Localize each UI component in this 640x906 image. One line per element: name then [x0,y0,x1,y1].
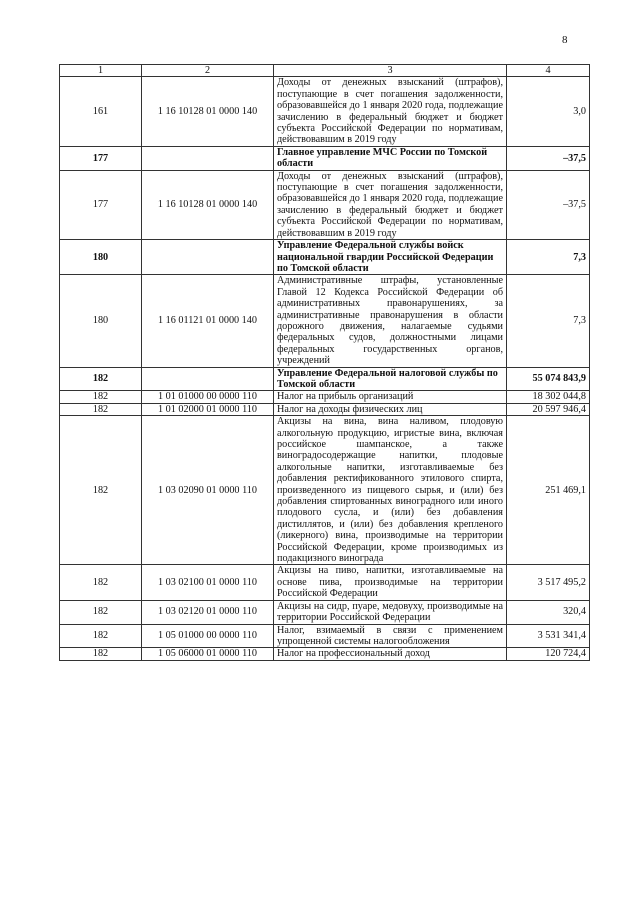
kbk-code-cell: 1 01 02000 01 0000 110 [142,403,274,415]
kbk-code-cell [142,367,274,391]
kbk-code-cell: 1 16 01121 01 0000 140 [142,275,274,367]
revenue-name-cell: Налог, взимаемый в связи с применением упрощенной системы налогообложения [274,624,507,648]
revenue-name-cell: Акцизы на сидр, пуаре, медовуху, производимые на территории Российской Федерации [274,600,507,624]
revenue-name-cell: Налог на профессиональный доход [274,648,507,660]
kbk-code-cell: 1 05 01000 00 0000 110 [142,624,274,648]
kbk-code-cell [142,240,274,275]
amount-cell: 7,3 [507,275,590,367]
table-row [60,403,590,415]
kbk-code-cell: 1 03 02090 01 0000 110 [142,416,274,565]
table-section-row [60,240,590,275]
column-header: 4 [507,65,590,77]
table-section-row [60,367,590,391]
table-row [60,624,590,648]
table-row [60,275,590,367]
revenue-name-cell: Доходы от денежных взысканий (штрафов), поступающие в счет погашения задолженности, образовавшейся до 1 января 2020 года, подлежащие зачислению в федеральный бюджет и бюджет субъекта Российской Федерации по нормативам, действовавшим в 2019 году [274,170,507,239]
column-header: 2 [142,65,274,77]
table-row [60,391,590,403]
revenue-name-cell: Доходы от денежных взысканий (штрафов), поступающие в счет погашения задолженности, образовавшейся до 1 января 2020 года, подлежащие зачислению в федеральный бюджет и бюджет субъекта Российской Федерации по нормативам, действовавшим в 2019 году [274,77,507,146]
revenue-name-cell: Акцизы на вина, вина наливом, плодовую алкогольную продукцию, игристые вина, включая российское шампанское, а также виноградосодержащие напитки, плодовые алкогольные напитки, изготавливаемые без добавления ректификованного этилового спирта, произведенного из пищевого сырья, и (или) без добавления спиртованных виноградного или иного плодового сусла, и (или) без добавления дистиллятов, и (или) без добавления крепленого (ликерного) вина, производимые на территории Российской Федерации, кроме производимых из подакцизного винограда [274,416,507,565]
revenue-name-cell: Управление Федеральной службы войск национальной гвардии Российской Федерации по Томской области [274,240,507,275]
amount-cell: 55 074 843,9 [507,367,590,391]
admin-code-cell: 182 [60,648,142,660]
table-row [60,77,590,146]
revenue-name-cell: Главное управление МЧС России по Томской области [274,146,507,170]
table-section-row [60,146,590,170]
admin-code-cell: 182 [60,600,142,624]
table-row [60,170,590,239]
admin-code-cell: 177 [60,170,142,239]
page-number: 8 [562,34,568,46]
admin-code-cell: 182 [60,367,142,391]
admin-code-cell: 182 [60,416,142,565]
revenue-table [59,64,590,661]
table-body [60,77,590,660]
admin-code-cell: 182 [60,565,142,600]
admin-code-cell: 177 [60,146,142,170]
amount-cell: 3 517 495,2 [507,565,590,600]
admin-code-cell: 180 [60,240,142,275]
kbk-code-cell: 1 16 10128 01 0000 140 [142,77,274,146]
table-row [60,648,590,660]
amount-cell: 3,0 [507,77,590,146]
kbk-code-cell: 1 03 02100 01 0000 110 [142,565,274,600]
amount-cell: –37,5 [507,170,590,239]
kbk-code-cell [142,146,274,170]
amount-cell: 120 724,4 [507,648,590,660]
table-row [60,416,590,565]
amount-cell: 251 469,1 [507,416,590,565]
revenue-name-cell: Акцизы на пиво, напитки, изготавливаемые на основе пива, производимые на территории Российской Федерации [274,565,507,600]
kbk-code-cell: 1 03 02120 01 0000 110 [142,600,274,624]
admin-code-cell: 182 [60,391,142,403]
amount-cell: 320,4 [507,600,590,624]
table-row [60,600,590,624]
revenue-name-cell: Административные штрафы, установленные Главой 12 Кодекса Российской Федерации об административных правонарушениях, за административные правонарушения в области дорожного движения, налагаемые судьями федеральных судов, должностными лицами федеральных государственных органов, учреждений [274,275,507,367]
admin-code-cell: 182 [60,624,142,648]
admin-code-cell: 182 [60,403,142,415]
revenue-name-cell: Налог на прибыль организаций [274,391,507,403]
admin-code-cell: 161 [60,77,142,146]
amount-cell: –37,5 [507,146,590,170]
admin-code-cell: 180 [60,275,142,367]
kbk-code-cell: 1 05 06000 01 0000 110 [142,648,274,660]
table-row [60,565,590,600]
amount-cell: 20 597 946,4 [507,403,590,415]
amount-cell: 7,3 [507,240,590,275]
kbk-code-cell: 1 16 10128 01 0000 140 [142,170,274,239]
amount-cell: 18 302 044,8 [507,391,590,403]
revenue-name-cell: Управление Федеральной налоговой службы по Томской области [274,367,507,391]
amount-cell: 3 531 341,4 [507,624,590,648]
revenue-name-cell: Налог на доходы физических лиц [274,403,507,415]
column-header: 3 [274,65,507,77]
table-header-row [60,65,590,77]
kbk-code-cell: 1 01 01000 00 0000 110 [142,391,274,403]
column-header: 1 [60,65,142,77]
